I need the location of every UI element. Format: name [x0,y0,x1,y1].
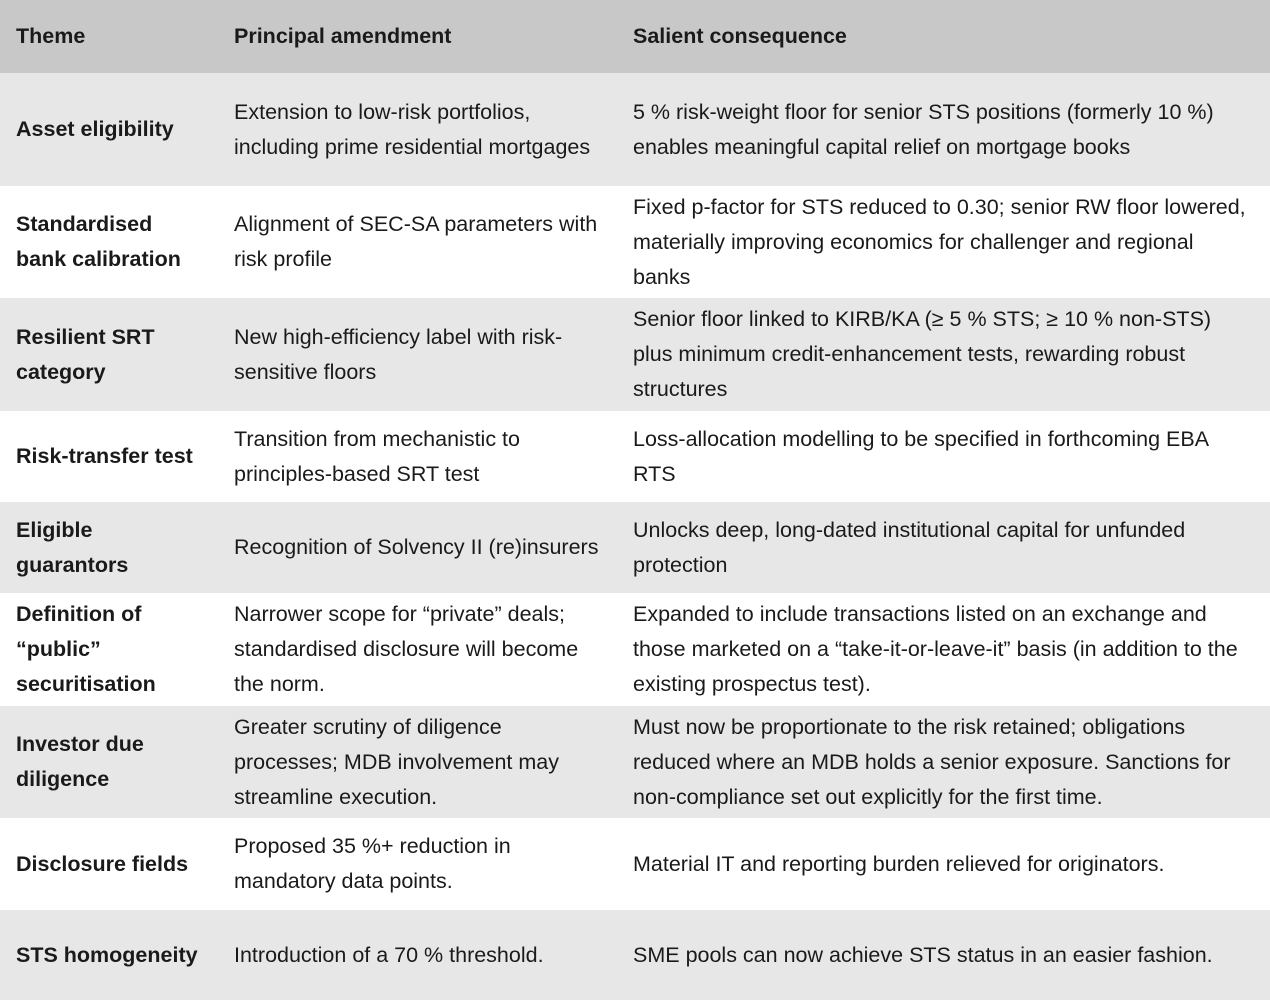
consequence-cell: Unlocks deep, long-dated institutional capital for unfunded protection [617,502,1270,593]
consequence-cell: Must now be proportionate to the risk retained; obligations reduced where an MDB holds a senior exposure. Sanctions for non-compliance set out explicitly for the first time. [617,706,1270,818]
header-theme: Theme [0,0,218,73]
table-row [0,73,1270,186]
amendment-cell: Introduction of a 70 % threshold. [218,910,617,1000]
consequence-cell: Senior floor linked to KIRB/KA (≥ 5 % STS; ≥ 10 % non-STS) plus minimum credit-enhancement tests, rewarding robust structures [617,298,1270,411]
amendment-cell: Alignment of SEC-SA parameters with risk profile [218,186,617,298]
amendment-cell: Narrower scope for “private” deals; standardised disclosure will become the norm. [218,593,617,706]
table-row [0,706,1270,818]
theme-cell: Resilient SRT category [0,298,218,411]
table-row [0,593,1270,706]
header-principal-amendment: Principal amendment [218,0,617,73]
amendment-cell: Extension to low-risk portfolios, including prime residential mortgages [218,73,617,186]
amendment-cell: Recognition of Solvency II (re)insurers [218,502,617,593]
table-row [0,411,1270,502]
consequence-cell: 5 % risk-weight floor for senior STS positions (formerly 10 %) enables meaningful capital relief on mortgage books [617,73,1270,186]
amendment-cell: Transition from mechanistic to principles-based SRT test [218,411,617,502]
theme-cell: Definition of “public” securitisation [0,593,218,706]
header-salient-consequence: Salient consequence [617,0,1270,73]
amendment-cell: Proposed 35 %+ reduction in mandatory data points. [218,818,617,910]
header-row [0,0,1270,73]
consequence-cell: Loss-allocation modelling to be specified in forthcoming EBA RTS [617,411,1270,502]
theme-cell: STS homogeneity [0,910,218,1000]
consequence-cell: Fixed p-factor for STS reduced to 0.30; senior RW floor lowered, materially improving economics for challenger and regional banks [617,186,1270,298]
theme-cell: Standardised bank calibration [0,186,218,298]
table-row [0,818,1270,910]
table-row [0,298,1270,411]
consequence-cell: Expanded to include transactions listed on an exchange and those marketed on a “take-it-or-leave-it” basis (in addition to the existing prospectus test). [617,593,1270,706]
amendment-cell: New high-efficiency label with risk-sensitive floors [218,298,617,411]
amendment-cell: Greater scrutiny of diligence processes; MDB involvement may streamline execution. [218,706,617,818]
table-row [0,910,1270,1000]
theme-cell: Asset eligibility [0,73,218,186]
consequence-cell: SME pools can now achieve STS status in an easier fashion. [617,910,1270,1000]
theme-cell: Investor due diligence [0,706,218,818]
theme-cell: Disclosure fields [0,818,218,910]
theme-cell: Eligible guarantors [0,502,218,593]
table-row [0,502,1270,593]
theme-cell: Risk-transfer test [0,411,218,502]
table-row [0,186,1270,298]
consequence-cell: Material IT and reporting burden relieved for originators. [617,818,1270,910]
